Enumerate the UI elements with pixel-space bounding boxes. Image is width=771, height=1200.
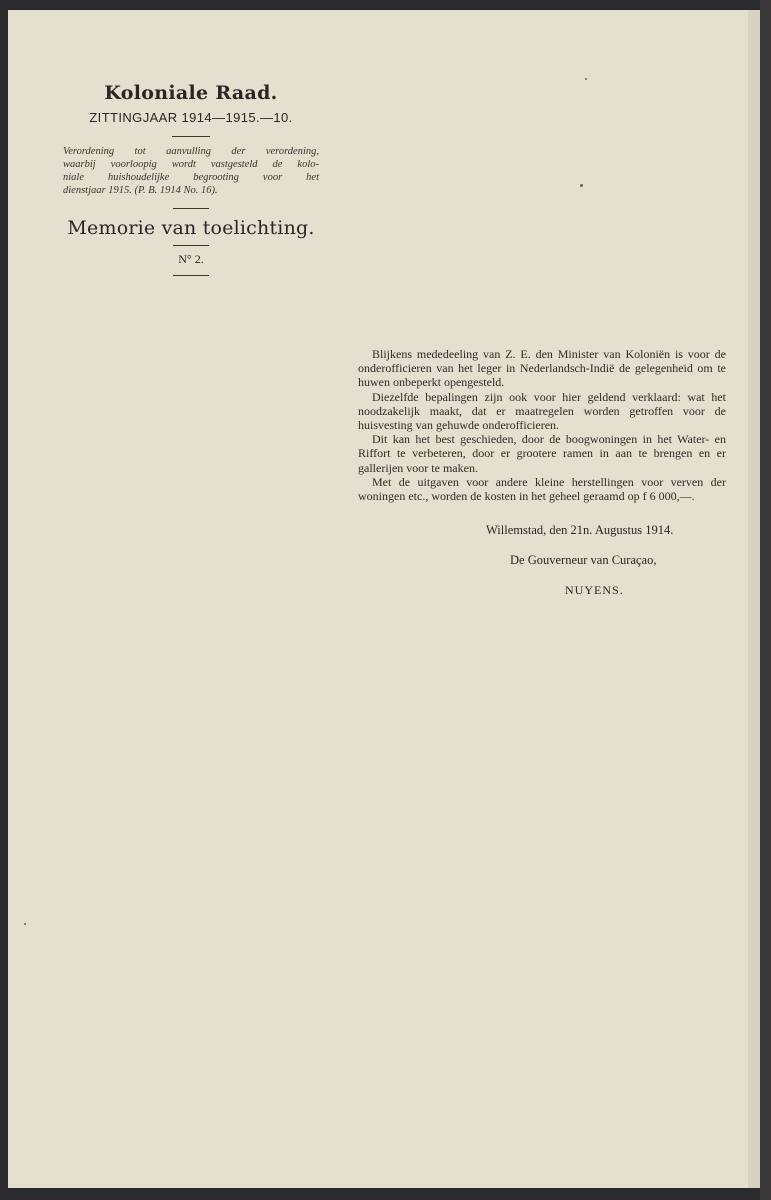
paper-speck: [585, 78, 587, 80]
document-header: [60, 82, 322, 284]
divider: [173, 208, 209, 209]
paper-speck: [24, 923, 26, 925]
paragraph-2: Diezelfde bepalingen zijn ook voor hier geldend verklaard: wat het noodzakelijk maakt, dat er maatregelen worden getroffen voor de huisvesting van gehuwde onderofficieren.: [358, 389, 726, 433]
subject-line-1: Verordening tot aanvulling der verordening,: [63, 146, 319, 157]
paragraph-3: Dit kan het best geschieden, door de boogwoningen in het Water- en Riffort te verbeteren, door er grootere ramen in aan te brengen en er gallerijen voor te maken.: [358, 432, 726, 475]
divider: [173, 275, 209, 276]
paragraph-1: Blijkens mededeeling van Z. E. den Minister van Koloniën is voor de onderofficieren van het leger in Nederlandsch-Indië de gelegenheid om te huwen onbeperkt opengesteld.: [358, 347, 726, 390]
subject-line-3: niale huishoudelijke begrooting voor het: [63, 172, 319, 183]
session-line: ZITTINGJAAR 1914—1915.—10.: [89, 110, 293, 125]
governor-title: De Gouverneur van Curaçao,: [510, 553, 657, 567]
divider: [173, 245, 209, 246]
signature: NUYENS.: [565, 583, 624, 597]
divider: [172, 136, 210, 137]
paragraph-4: Met de uitgaven voor andere kleine herstellingen voor verven der woningen etc., worden de kosten in het geheel geraamd op f 6 000,—.: [358, 474, 726, 504]
document-type-heading: Memorie van toelichting.: [67, 217, 315, 239]
place-date: Willemstad, den 21n. Augustus 1914.: [486, 523, 674, 537]
council-title: Koloniale Raad.: [104, 82, 278, 104]
subject-line-2: waarbij voorloopig wordt vastgesteld de kolo-: [63, 159, 319, 170]
document-number: N° 2.: [178, 252, 204, 266]
memorandum-body: [358, 347, 726, 503]
page-edge: [760, 0, 771, 1200]
subject-line-4: dienstjaar 1915. (P. B. 1914 No. 16).: [63, 185, 218, 196]
paper-speck: [580, 184, 583, 187]
